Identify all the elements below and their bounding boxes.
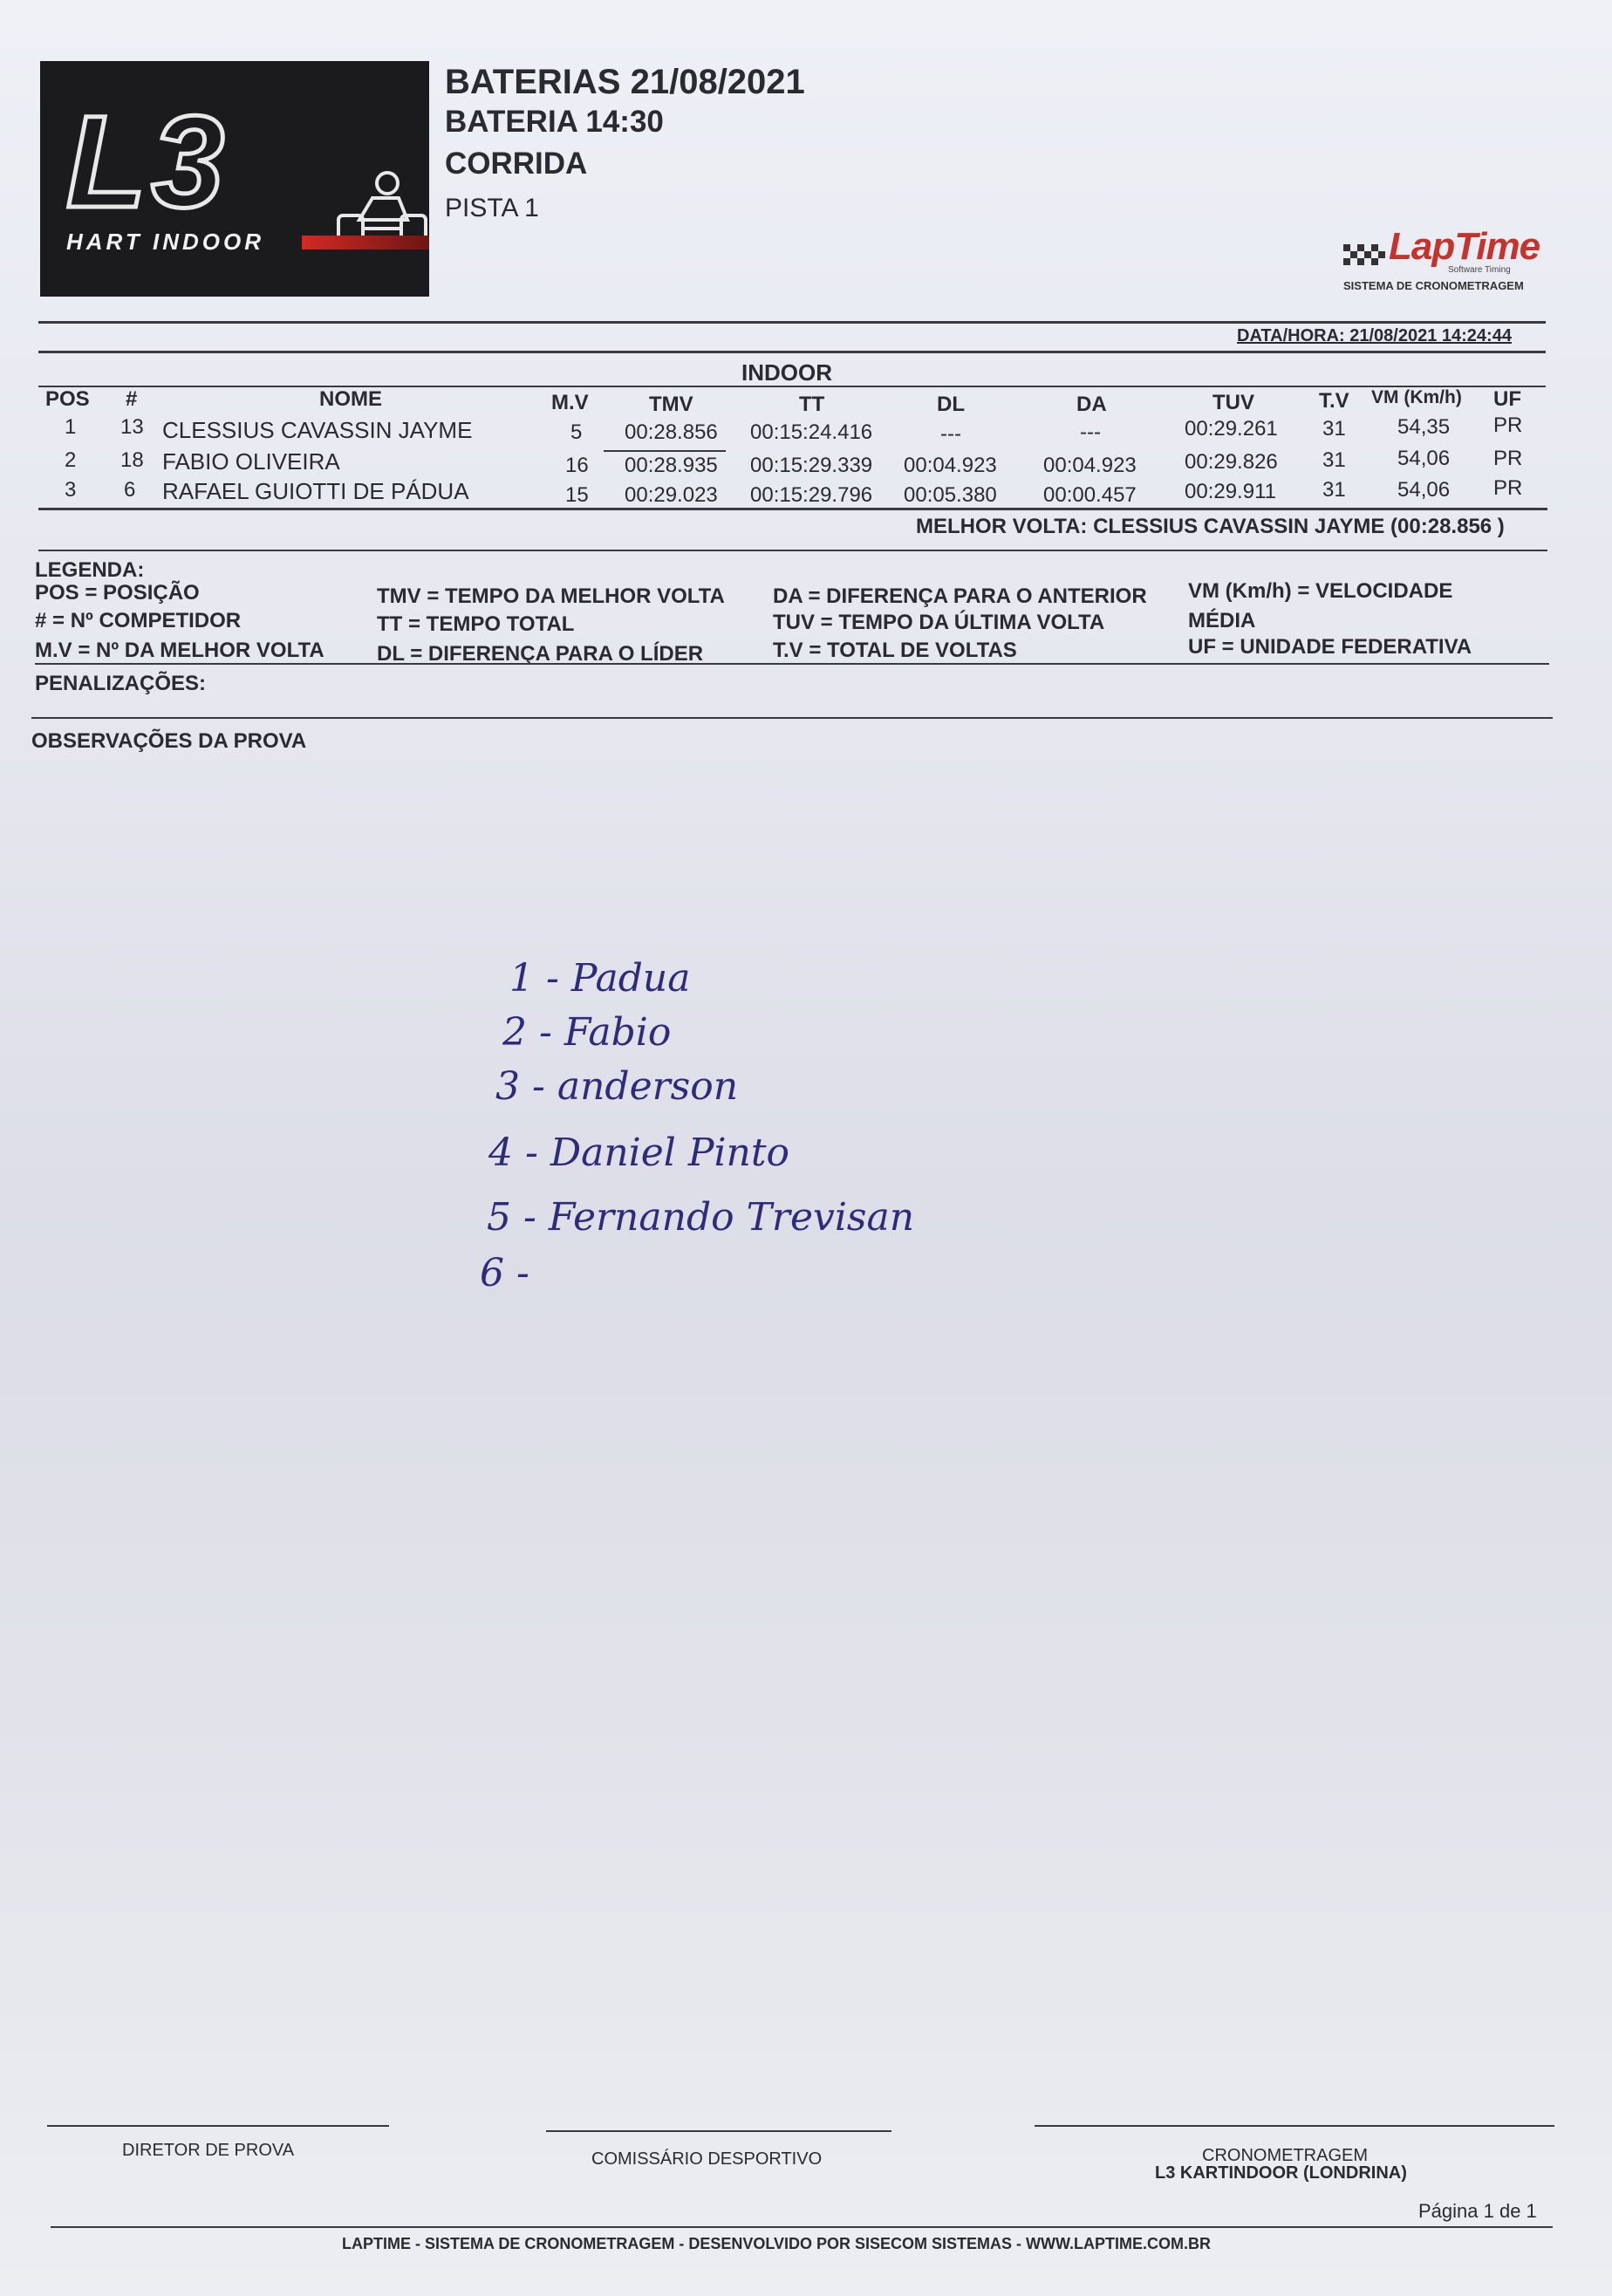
- cell-state: PR: [1493, 413, 1523, 437]
- cell-total-laps: 31: [1322, 478, 1346, 502]
- cell-last-lap-time: 00:29.826: [1185, 450, 1278, 474]
- report-datetime: DATA/HORA: 21/08/2021 14:24:44: [1237, 326, 1512, 345]
- col-number: #: [126, 387, 138, 411]
- legend-item: DL = DIFERENÇA PARA O LÍDER: [377, 642, 704, 666]
- timing-label: CRONOMETRAGEM: [1202, 2146, 1368, 2165]
- col-best-lap-time: TMV: [649, 393, 693, 416]
- cell-state: PR: [1493, 447, 1523, 470]
- col-diff-previous: DA: [1076, 393, 1107, 416]
- col-state: UF: [1493, 387, 1521, 411]
- divider: [51, 2226, 1553, 2228]
- cell-avg-speed: 54,06: [1397, 478, 1451, 502]
- signature-line: [1035, 2125, 1554, 2127]
- heat-time: BATERIA 14:30: [445, 105, 664, 139]
- handwritten-line: 6 -: [480, 1251, 529, 1295]
- legend-item: TUV = TEMPO DA ÚLTIMA VOLTA: [773, 611, 1105, 634]
- handwritten-line: 3 - anderson: [495, 1064, 739, 1109]
- logo-subtitle: HART INDOOR: [66, 229, 264, 255]
- checkered-flag-icon: [1335, 236, 1396, 279]
- page-number: Página 1 de 1: [1418, 2200, 1537, 2222]
- cell-last-lap-time: 00:29.261: [1185, 417, 1278, 441]
- cell-total-laps: 31: [1322, 448, 1346, 472]
- report-title: BATERIAS 21/08/2021: [445, 63, 805, 101]
- legend-item: # = Nº COMPETIDOR: [35, 609, 242, 632]
- divider: [604, 450, 726, 452]
- penalties-label: PENALIZAÇÕES:: [35, 672, 207, 695]
- col-name: NOME: [319, 387, 382, 411]
- observations-label: OBSERVAÇÕES DA PROVA: [31, 729, 307, 753]
- cell-diff-leader: ---: [940, 422, 961, 446]
- divider: [38, 508, 1547, 510]
- cell-last-lap-time: 00:29.911: [1185, 480, 1276, 503]
- legend-item: T.V = TOTAL DE VOLTAS: [773, 639, 1017, 662]
- handwritten-line: 5 - Fernando Trevisan: [487, 1195, 915, 1240]
- logo-stripe: [302, 236, 429, 249]
- laptime-caption: SISTEMA DE CRONOMETRAGEM: [1343, 279, 1524, 292]
- cell-number: 18: [120, 448, 144, 472]
- cell-avg-speed: 54,06: [1397, 447, 1451, 470]
- laptime-logo: [1335, 225, 1544, 295]
- cell-diff-previous: 00:04.923: [1043, 454, 1137, 477]
- divider: [31, 717, 1553, 719]
- director-label: DIRETOR DE PROVA: [122, 2141, 295, 2160]
- legend-item: TMV = TEMPO DA MELHOR VOLTA: [377, 584, 725, 608]
- laptime-wordmark: LapTime: [1389, 225, 1540, 268]
- cell-best-lap-number: 16: [565, 454, 589, 477]
- divider: [38, 386, 1546, 387]
- col-total-laps: T.V: [1319, 389, 1349, 413]
- cell-total-laps: 31: [1322, 417, 1346, 441]
- cell-best-lap-time: 00:29.023: [625, 483, 718, 507]
- handwritten-line: 2 - Fabio: [502, 1010, 672, 1055]
- legend-item: M.V = Nº DA MELHOR VOLTA: [35, 639, 324, 662]
- divider: [38, 550, 1547, 551]
- l3-kart-logo: [40, 61, 429, 297]
- col-diff-leader: DL: [937, 393, 965, 416]
- legend-item: MÉDIA: [1188, 609, 1256, 632]
- legend-item: UF = UNIDADE FEDERATIVA: [1188, 635, 1472, 659]
- cell-pos: 3: [65, 478, 77, 502]
- handwritten-line: 1 - Padua: [509, 956, 691, 1001]
- col-total-time: TT: [799, 393, 825, 416]
- cell-best-lap-time: 00:28.935: [625, 454, 718, 477]
- signature-line: [546, 2130, 891, 2132]
- cell-avg-speed: 54,35: [1397, 415, 1451, 439]
- cell-total-time: 00:15:29.339: [750, 454, 873, 477]
- signature-line: [47, 2125, 389, 2127]
- cell-diff-leader: 00:04.923: [904, 454, 997, 477]
- cell-best-lap-number: 5: [570, 420, 583, 444]
- cell-name: RAFAEL GUIOTTI DE PÁDUA: [162, 478, 469, 504]
- col-best-lap-number: M.V: [551, 391, 589, 414]
- laptime-tagline: Software Timing: [1448, 265, 1511, 275]
- cell-number: 13: [120, 415, 144, 439]
- track-name: PISTA 1: [445, 194, 539, 222]
- cell-diff-previous: ---: [1080, 420, 1101, 444]
- cell-number: 6: [124, 478, 136, 502]
- legend-title: LEGENDA:: [35, 558, 145, 582]
- commissioner-label: COMISSÁRIO DESPORTIVO: [591, 2149, 823, 2169]
- col-pos: POS: [45, 387, 90, 411]
- cell-pos: 2: [65, 448, 77, 472]
- divider: [38, 321, 1546, 324]
- col-last-lap-time: TUV: [1212, 391, 1254, 414]
- logo-mark: L3: [66, 88, 230, 235]
- footer-text: LAPTIME - SISTEMA DE CRONOMETRAGEM - DESENVOLVIDO POR SISECOM SISTEMAS - WWW.LAPTIME.COM.BR: [342, 2235, 1212, 2252]
- legend-item: POS = POSIÇÃO: [35, 581, 200, 605]
- cell-total-time: 00:15:24.416: [750, 420, 873, 444]
- cell-state: PR: [1493, 476, 1523, 500]
- divider: [35, 663, 1549, 665]
- cell-pos: 1: [65, 415, 77, 439]
- cell-diff-leader: 00:05.380: [904, 483, 997, 507]
- legend-item: VM (Km/h) = VELOCIDADE: [1188, 579, 1453, 603]
- cell-name: CLESSIUS CAVASSIN JAYME: [162, 417, 473, 443]
- best-lap-summary: MELHOR VOLTA: CLESSIUS CAVASSIN JAYME (00:28.856 ): [916, 515, 1505, 538]
- col-avg-speed: VM (Km/h): [1371, 387, 1462, 407]
- legend-item: DA = DIFERENÇA PARA O ANTERIOR: [773, 584, 1147, 608]
- cell-best-lap-time: 00:28.856: [625, 420, 718, 444]
- cell-total-time: 00:15:29.796: [750, 483, 873, 507]
- cell-name: FABIO OLIVEIRA: [162, 448, 340, 475]
- cell-diff-previous: 00:00.457: [1043, 483, 1137, 507]
- handwritten-line: 4 - Daniel Pinto: [488, 1131, 790, 1175]
- timing-organization: L3 KARTINDOOR (LONDRINA): [1155, 2163, 1407, 2183]
- legend-item: TT = TEMPO TOTAL: [377, 612, 575, 636]
- session-type: CORRIDA: [445, 147, 588, 181]
- section-title: INDOOR: [741, 359, 832, 386]
- divider: [38, 351, 1546, 353]
- cell-best-lap-number: 15: [565, 483, 589, 507]
